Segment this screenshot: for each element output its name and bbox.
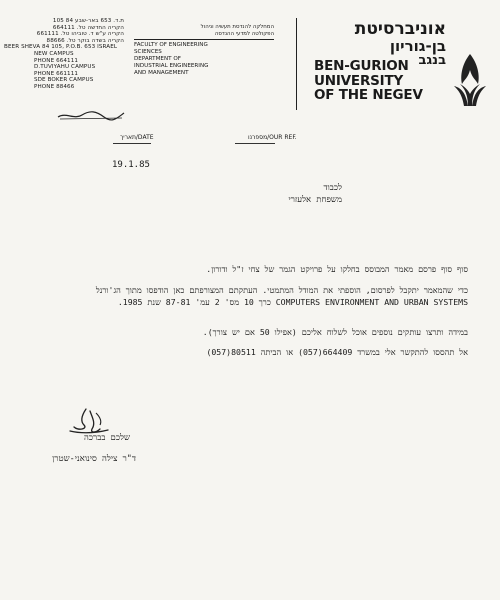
department-block: [134, 24, 274, 77]
signer-name: ד"ר צילה סינואני-שטרן: [52, 454, 136, 464]
university-en-line: OF THE NEGEV: [314, 87, 423, 103]
department-he-line: המחלקה להנדסת תעשיה וניהול: [200, 24, 274, 30]
university-en-line: BEN-GURION: [314, 58, 409, 74]
address-line: הקריה החדשה טל. 664111: [52, 24, 124, 31]
divider: [134, 39, 274, 40]
university-he-line: אוניברסיטת: [354, 19, 446, 39]
recipient-line: לכבוד: [323, 183, 342, 193]
address-block: [4, 18, 124, 91]
date-label: תאריך/DATE: [120, 134, 154, 141]
university-he-line: בן-גוריון: [389, 37, 446, 55]
address-line: BEER SHEVA 84 105, P.O.B. 653 ISRAEL: [4, 44, 118, 51]
date-underline: [113, 143, 151, 144]
address-line: ת.ד. 653 באר-שבע 84 105: [52, 18, 124, 24]
department-en-line: FACULTY OF ENGINEERING: [134, 42, 208, 48]
department-en-line: DEPARTMENT OF: [134, 56, 181, 62]
recipient-line: משפחת אלעזרי: [288, 195, 342, 205]
address-line: PHONE 661111: [34, 70, 79, 77]
reference-label: מספרנו/OUR REF.: [248, 134, 297, 141]
university-en-line: UNIVERSITY: [314, 72, 404, 89]
letter-date: 19.1.85: [112, 160, 150, 170]
department-en-line: SCIENCES: [134, 49, 162, 55]
address-line: הקריה ע"ש ד. טוביהו טל. 661111: [36, 31, 124, 38]
reference-underline: [235, 143, 275, 144]
address-line: NEW CAMPUS: [34, 50, 74, 57]
department-en-line: AND MANAGEMENT: [134, 70, 189, 76]
university-logo-icon: [448, 50, 492, 112]
address-line: PHONE 88466: [34, 83, 75, 90]
closing-salutation: שלכם בברכה: [84, 433, 130, 443]
address-line: PHONE 664111: [34, 57, 79, 64]
address-line: D.TUVIYAHU CAMPUS: [34, 64, 96, 71]
pen-scribble: [56, 108, 126, 122]
department-en-line: INDUSTRIAL ENGINEERING: [134, 63, 209, 69]
body-paragraph: סוף סוף פרסם מאמר המבוסס בחלקו על פרויקט הגמר של צחי ז"ל ודורון.: [206, 264, 468, 274]
recipient-block: [288, 182, 342, 206]
address-line: SDE BOKER CAMPUS: [34, 77, 94, 84]
body-paragraph: במידה ותרצו עותקים נוספים אוכל לשלוח אליכם (אפילו 50 אם יש צורך).: [202, 327, 468, 337]
address-line: הקריה בשדה בוקר טל. 88666: [46, 37, 124, 44]
department-he-line: הפקולטה למדעי ההנדסה: [214, 31, 274, 37]
body-paragraph: אל תהססו להתקשר אלי במשרד 664409(057) או הביתה 80511(057): [206, 347, 468, 357]
university-he-line: בנגב: [418, 53, 446, 68]
body-paragraph: כדי שהמאמר יתקבל לפרסום, הוספתי את המודל המתמטי. העתקתם המצורפתם כאן הודפסו מתוך הג'ורנל COMPUTERS ENVIRONMENT AND URBAN SYSTEMS כרך 10 מס' 2 עמ' 87-81 שנת 1985.: [95, 285, 468, 307]
university-name-en: [314, 59, 454, 103]
